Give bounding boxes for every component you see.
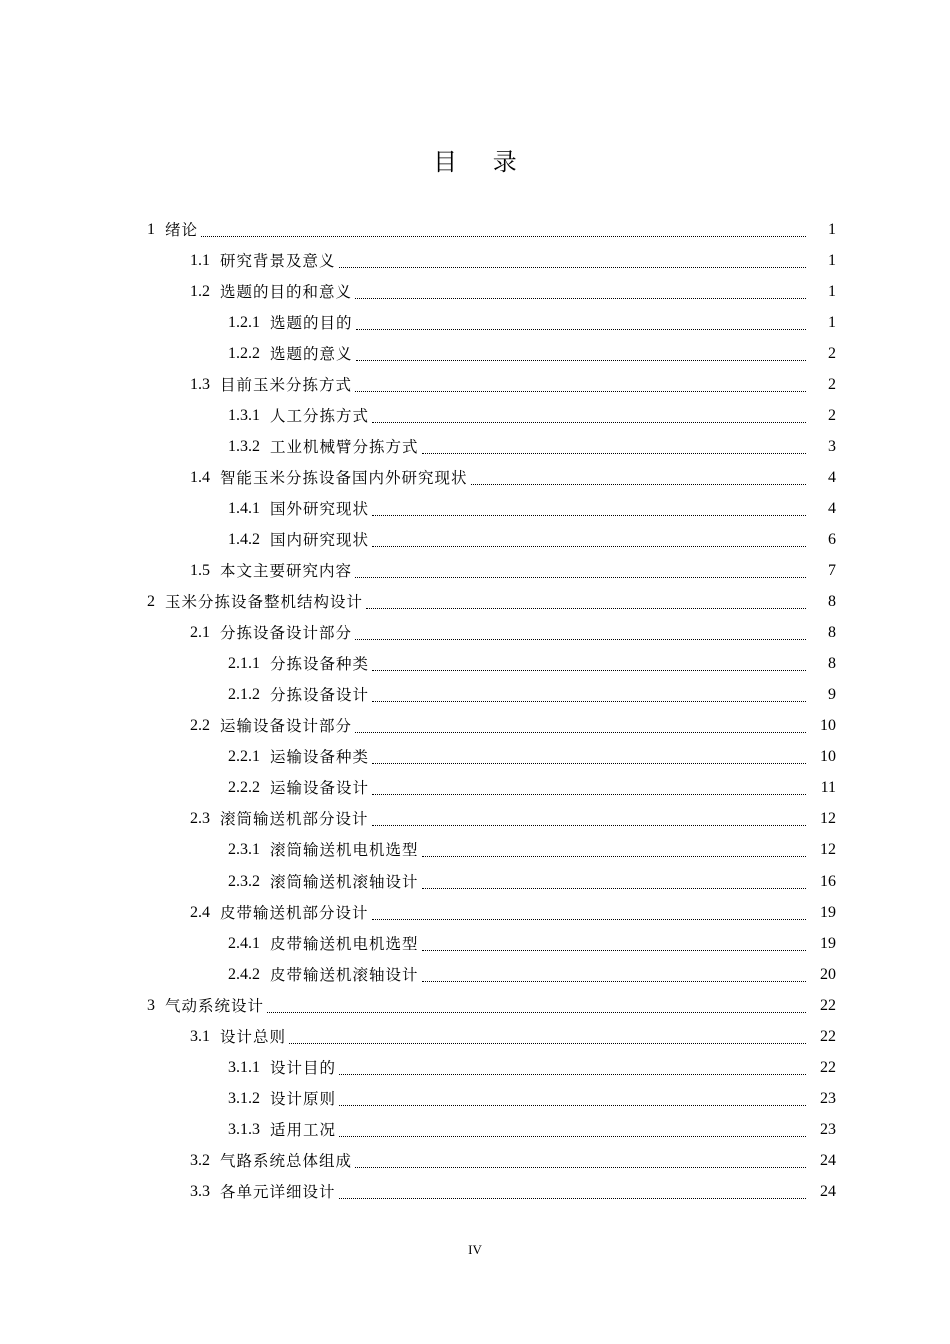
toc-entry-page: 11 (820, 779, 836, 797)
toc-entry-number: 3 (147, 996, 155, 1014)
toc-entry-page: 12 (820, 841, 836, 859)
toc-entry-title: 选题的意义 (270, 344, 353, 363)
toc-entry[interactable] (0, 493, 950, 524)
toc-entry[interactable] (0, 804, 950, 835)
toc-entry-page: 23 (820, 1120, 836, 1138)
toc-entry-page: 8 (828, 593, 836, 611)
toc-leader-dots (339, 1135, 806, 1137)
toc-entry-number: 1.2.1 (228, 313, 260, 331)
toc-entry-title: 适用工况 (270, 1120, 337, 1139)
toc-entry-number: 3.3 (190, 1182, 210, 1200)
toc-entry-number: 1.2.2 (228, 344, 260, 362)
toc-entry-title: 运输设备种类 (270, 748, 370, 767)
toc-entry[interactable] (0, 866, 950, 897)
toc-entry[interactable] (0, 1114, 950, 1145)
toc-entry-number: 3.1.1 (228, 1058, 260, 1076)
toc-entry-title: 选题的目的和意义 (220, 282, 353, 301)
toc-entry-page: 3 (828, 437, 836, 455)
toc-entry-page: 7 (828, 562, 836, 580)
toc-entry-page: 8 (828, 655, 836, 673)
toc-entry-page: 8 (828, 624, 836, 642)
toc-entry[interactable] (0, 711, 950, 742)
toc-leader-dots (355, 390, 806, 392)
toc-entry[interactable] (0, 338, 950, 369)
toc-entry-page: 10 (820, 717, 836, 735)
toc-leader-dots (372, 545, 806, 547)
toc-entry-title: 设计目的 (270, 1058, 337, 1077)
toc-entry-page: 22 (820, 1027, 836, 1045)
toc-entry[interactable] (0, 369, 950, 400)
toc-entry-number: 1.3 (190, 375, 210, 393)
toc-entry-number: 2.2.2 (228, 779, 260, 797)
toc-leader-dots (372, 514, 806, 516)
toc-leader-dots (339, 266, 806, 268)
toc-entry-title: 运输设备设计 (270, 779, 370, 798)
toc-leader-dots (372, 669, 806, 671)
toc-entry-title: 分拣设备种类 (270, 655, 370, 674)
toc-leader-dots (267, 1011, 806, 1013)
toc-entry[interactable] (0, 618, 950, 649)
toc-entry-page: 4 (828, 468, 836, 486)
toc-entry-number: 2.4.1 (228, 934, 260, 952)
toc-entry-number: 2.3.1 (228, 841, 260, 859)
toc-entry-page: 12 (820, 810, 836, 828)
toc-entry-title: 运输设备设计部分 (220, 717, 353, 736)
toc-entry[interactable] (0, 742, 950, 773)
toc-entry-title: 选题的目的 (270, 313, 353, 332)
toc-entry[interactable] (0, 1052, 950, 1083)
toc-entry-number: 2.1.2 (228, 686, 260, 704)
toc-entry-number: 1.4 (190, 468, 210, 486)
toc-entry-number: 2.1 (190, 624, 210, 642)
toc-entry-number: 2.2.1 (228, 748, 260, 766)
toc-leader-dots (422, 452, 806, 454)
toc-entry[interactable] (0, 928, 950, 959)
toc-entry-number: 2.4 (190, 903, 210, 921)
toc-entry-title: 皮带输送机电机选型 (270, 934, 419, 953)
toc-entry-number: 1.4.2 (228, 530, 260, 548)
toc-entry-page: 22 (820, 996, 836, 1014)
toc-entry-page: 24 (820, 1182, 836, 1200)
toc-leader-dots (356, 359, 806, 361)
toc-entry[interactable] (0, 1021, 950, 1052)
toc-entry-title: 滚筒输送机部分设计 (220, 810, 369, 829)
toc-entry-page: 24 (820, 1151, 836, 1169)
toc-entry-title: 滚筒输送机滚轴设计 (270, 872, 419, 891)
toc-entry-number: 3.2 (190, 1151, 210, 1169)
toc-entry[interactable] (0, 959, 950, 990)
toc-entry-number: 2.4.2 (228, 965, 260, 983)
toc-entry-title: 工业机械臂分拣方式 (270, 437, 419, 456)
toc-entry[interactable] (0, 556, 950, 587)
toc-leader-dots (355, 297, 806, 299)
toc-entry-number: 3.1.2 (228, 1089, 260, 1107)
toc-leader-dots (339, 1104, 806, 1106)
toc-entry-title: 气路系统总体组成 (220, 1151, 353, 1170)
toc-entry[interactable] (0, 1083, 950, 1114)
toc-entry-title: 分拣设备设计部分 (220, 624, 353, 643)
table-of-contents (0, 214, 950, 1208)
toc-entry-page: 2 (828, 375, 836, 393)
toc-leader-dots (355, 638, 806, 640)
toc-entry-page: 19 (820, 934, 836, 952)
toc-entry-title: 皮带输送机滚轴设计 (270, 965, 419, 984)
toc-entry[interactable] (0, 649, 950, 680)
toc-leader-dots (372, 421, 806, 423)
toc-entry-number: 3.1 (190, 1027, 210, 1045)
toc-entry-title: 气动系统设计 (165, 996, 265, 1015)
toc-entry-title: 设计原则 (270, 1089, 337, 1108)
toc-entry-number: 2 (147, 593, 155, 611)
toc-entry-page: 2 (828, 406, 836, 424)
toc-entry-title: 分拣设备设计 (270, 686, 370, 705)
toc-entry-page: 16 (820, 872, 836, 890)
toc-entry[interactable] (0, 587, 950, 618)
toc-entry-page: 6 (828, 530, 836, 548)
toc-entry-page: 23 (820, 1089, 836, 1107)
toc-entry[interactable] (0, 680, 950, 711)
toc-entry-title: 绪论 (165, 220, 199, 239)
toc-leader-dots (471, 483, 806, 485)
toc-leader-dots (339, 1197, 806, 1199)
toc-entry[interactable] (0, 1176, 950, 1207)
toc-entry-page: 2 (828, 344, 836, 362)
toc-entry[interactable] (0, 214, 950, 245)
toc-entry-number: 1.1 (190, 251, 210, 269)
toc-entry-title: 各单元详细设计 (220, 1182, 336, 1201)
toc-entry-number: 1.2 (190, 282, 210, 300)
toc-entry-page: 22 (820, 1058, 836, 1076)
toc-entry-title: 玉米分拣设备整机结构设计 (165, 593, 364, 612)
toc-entry[interactable] (0, 400, 950, 431)
toc-entry-title: 皮带输送机部分设计 (220, 903, 369, 922)
toc-entry-number: 2.3 (190, 810, 210, 828)
toc-leader-dots (339, 1073, 806, 1075)
toc-entry-page: 10 (820, 748, 836, 766)
toc-entry-page: 20 (820, 965, 836, 983)
toc-leader-dots (372, 824, 806, 826)
toc-entry-number: 1.3.1 (228, 406, 260, 424)
toc-entry-number: 1 (147, 220, 155, 238)
toc-entry-title: 本文主要研究内容 (220, 562, 353, 581)
toc-entry-number: 3.1.3 (228, 1120, 260, 1138)
toc-leader-dots (201, 235, 806, 237)
toc-leader-dots (289, 1042, 806, 1044)
toc-leader-dots (372, 918, 806, 920)
toc-entry[interactable] (0, 276, 950, 307)
toc-entry-page: 4 (828, 499, 836, 517)
toc-entry-number: 1.3.2 (228, 437, 260, 455)
toc-leader-dots (355, 576, 806, 578)
toc-entry-page: 1 (828, 251, 836, 269)
toc-entry-number: 1.4.1 (228, 499, 260, 517)
toc-entry-title: 智能玉米分拣设备国内外研究现状 (220, 468, 468, 487)
toc-leader-dots (372, 793, 806, 795)
toc-leader-dots (422, 887, 806, 889)
toc-entry-number: 1.5 (190, 562, 210, 580)
toc-entry[interactable] (0, 245, 950, 276)
toc-leader-dots (356, 328, 806, 330)
toc-entry[interactable] (0, 835, 950, 866)
toc-entry-page: 1 (828, 313, 836, 331)
toc-leader-dots (355, 731, 806, 733)
toc-entry[interactable] (0, 773, 950, 804)
toc-leader-dots (422, 855, 806, 857)
page-number: IV (468, 1242, 482, 1257)
toc-leader-dots (366, 607, 806, 609)
toc-leader-dots (355, 1166, 806, 1168)
toc-entry-title: 设计总则 (220, 1027, 287, 1046)
page-title: 目 录 (433, 148, 531, 176)
toc-entry-page: 1 (828, 282, 836, 300)
toc-entry[interactable] (0, 524, 950, 555)
toc-leader-dots (422, 980, 806, 982)
toc-entry-page: 19 (820, 903, 836, 921)
toc-entry-number: 2.3.2 (228, 872, 260, 890)
toc-entry-title: 滚筒输送机电机选型 (270, 841, 419, 860)
toc-entry-title: 研究背景及意义 (220, 251, 336, 270)
toc-entry-page: 1 (828, 220, 836, 238)
toc-leader-dots (372, 762, 806, 764)
toc-leader-dots (372, 700, 806, 702)
toc-entry-title: 目前玉米分拣方式 (220, 375, 353, 394)
toc-leader-dots (422, 949, 806, 951)
toc-entry-title: 国内研究现状 (270, 530, 370, 549)
toc-entry[interactable] (0, 990, 950, 1021)
toc-entry-title: 人工分拣方式 (270, 406, 370, 425)
toc-entry-number: 2.1.1 (228, 655, 260, 673)
toc-entry-number: 2.2 (190, 717, 210, 735)
toc-entry[interactable] (0, 307, 950, 338)
toc-entry[interactable] (0, 462, 950, 493)
toc-entry[interactable] (0, 431, 950, 462)
toc-entry-title: 国外研究现状 (270, 499, 370, 518)
toc-entry-page: 9 (828, 686, 836, 704)
toc-entry[interactable] (0, 1145, 950, 1176)
toc-entry[interactable] (0, 897, 950, 928)
